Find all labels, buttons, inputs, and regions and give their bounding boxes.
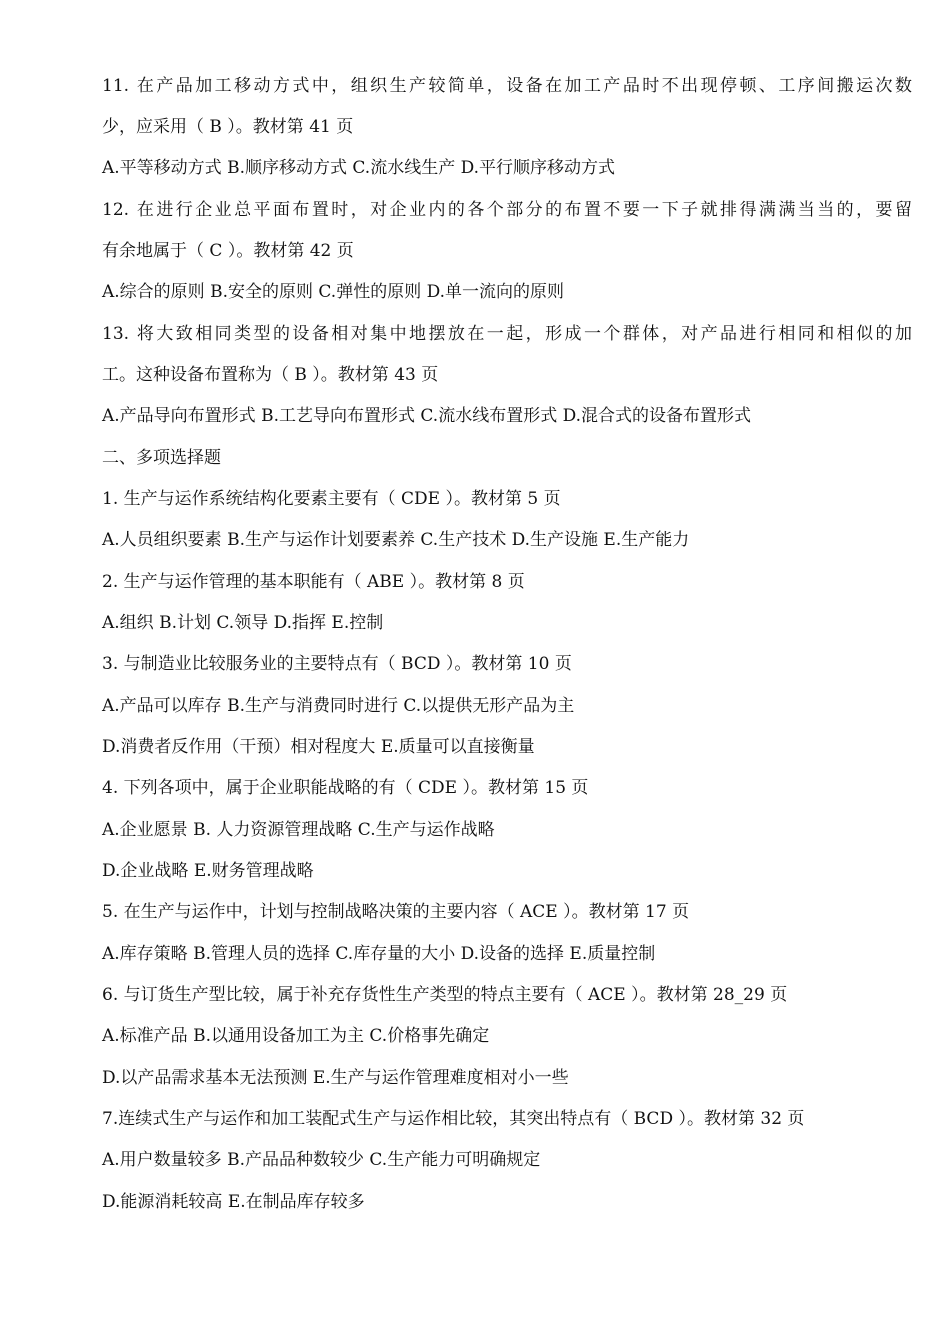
mc-question-3: 3. 与制造业比较服务业的主要特点有（ BCD ）。教材第 10 页 xyxy=(102,654,572,674)
section-heading-multiple-choice: 二、多项选择题 xyxy=(102,448,221,468)
question-12-options: A.综合的原则 B.安全的原则 C.弹性的原则 D.单一流向的原则 xyxy=(102,282,565,302)
mc-question-4: 4. 下列各项中，属于企业职能战略的有（ CDE ）。教材第 15 页 xyxy=(102,778,589,798)
mc-question-6: 6. 与订货生产型比较，属于补充存货性生产类型的特点主要有（ ACE ）。教材第 28_29 页 xyxy=(102,985,788,1005)
mc-question-3-options-2: D.消费者反作用（干预）相对程度大 E.质量可以直接衡量 xyxy=(102,737,535,757)
mc-question-7-options-2: D.能源消耗较高 E.在制品库存较多 xyxy=(102,1192,365,1212)
mc-question-1-options: A.人员组织要素 B.生产与运作计划要素养 C.生产技术 D.生产设施 E.生产能力 xyxy=(102,530,690,550)
mc-question-5-options: A.库存策略 B.管理人员的选择 C.库存量的大小 D.设备的选择 E.质量控制 xyxy=(102,944,656,964)
question-12-line-1: 12. 在进行企业总平面布置时，对企业内的各个部分的布置不要一下子就排得满满当当的，要留 xyxy=(102,200,912,220)
question-13-line-2: 工。这种设备布置称为（ B ）。教材第 43 页 xyxy=(102,365,439,385)
mc-question-6-options-1: A.标准产品 B.以通用设备加工为主 C.价格事先确定 xyxy=(102,1026,490,1046)
question-11-line-1: 11. 在产品加工移动方式中，组织生产较简单，设备在加工产品时不出现停顿、工序间搬运次数 xyxy=(102,76,912,96)
question-13-line-1: 13. 将大致相同类型的设备相对集中地摆放在一起，形成一个群体，对产品进行相同和相似的加 xyxy=(102,324,912,344)
question-13-options: A.产品导向布置形式 B.工艺导向布置形式 C.流水线布置形式 D.混合式的设备布置形式 xyxy=(102,406,752,426)
mc-question-2: 2. 生产与运作管理的基本职能有（ ABE ）。教材第 8 页 xyxy=(102,572,525,592)
mc-question-4-options-2: D.企业战略 E.财务管理战略 xyxy=(102,861,314,881)
mc-question-2-options: A.组织 B.计划 C.领导 D.指挥 E.控制 xyxy=(102,613,384,633)
mc-question-5: 5. 在生产与运作中，计划与控制战略决策的主要内容（ ACE ）。教材第 17 页 xyxy=(102,902,690,922)
question-11-options: A.平等移动方式 B.顺序移动方式 C.流水线生产 D.平行顺序移动方式 xyxy=(102,158,616,178)
question-12-line-2: 有余地属于（ C ）。教材第 42 页 xyxy=(102,241,354,261)
question-11-line-2: 少，应采用（ B ）。教材第 41 页 xyxy=(102,117,354,137)
mc-question-3-options-1: A.产品可以库存 B.生产与消费同时进行 C.以提供无形产品为主 xyxy=(102,696,575,716)
mc-question-7: 7.连续式生产与运作和加工装配式生产与运作相比较，其突出特点有（ BCD ）。教材第 32 页 xyxy=(102,1109,805,1129)
mc-question-7-options-1: A.用户数量较多 B.产品品种数较少 C.生产能力可明确规定 xyxy=(102,1150,541,1170)
mc-question-4-options-1: A.企业愿景 B. 人力资源管理战略 C.生产与运作战略 xyxy=(102,820,495,840)
mc-question-6-options-2: D.以产品需求基本无法预测 E.生产与运作管理难度相对小一些 xyxy=(102,1068,569,1088)
mc-question-1: 1. 生产与运作系统结构化要素主要有（ CDE ）。教材第 5 页 xyxy=(102,489,561,509)
